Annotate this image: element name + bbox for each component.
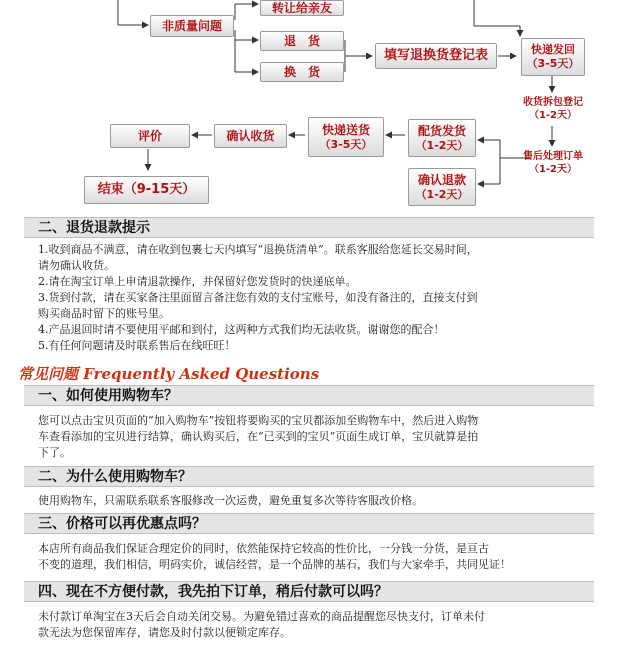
- flow-exchange-goods: 换 货: [260, 62, 344, 82]
- note-line: 3.货到付款，请在买家备注里面留言备注您有效的支付宝账号，如没有备注的，直接支付到: [38, 291, 478, 304]
- faq-answer-1: 您可以点击宝贝页面的“加入购物车”按钮将要购买的宝贝都添加至购物车中，然后进入购物 车查看添加的宝贝进行结算，确认购买后，在“已买到的宝贝”页面生成订单，宝贝就算是拍 下了。: [38, 414, 479, 459]
- flow-express-send: 快递发回 （3-5天）: [521, 38, 585, 76]
- note-line: 请勿确认收货。: [38, 259, 115, 272]
- faq-answer-3: 本店所有商品我们保证合理定价的同时，依然能保持它较高的性价比，一分钱一分货，是亘古 不变的道理，我们相信，明码实价，诚信经营，是一个品牌的基石，我们与大家牵手，共同见证！: [38, 542, 511, 571]
- section-return-refund-title: 二、退货退款提示: [24, 217, 594, 238]
- note-line: 1.收到商品不满意，请在收到包裹七天内填写“退换货清单”。联系客服给您延长交易时间，: [38, 243, 478, 256]
- flow-receive-register: 收货拆包登记 （1-2天）: [523, 97, 583, 121]
- return-refund-notes: [38, 242, 583, 354]
- flow-express-deliver: 快递送货 （3-5天）: [308, 117, 384, 157]
- flow-confirm-receipt: 确认收货: [214, 124, 287, 148]
- faq-question-4: 四、现在不方便付款，我先拍下订单，稍后付款可以吗？: [24, 581, 594, 602]
- faq-question-3: 三、价格可以再优惠点吗？: [24, 513, 594, 534]
- flow-ship-out: 配货发货 （1-2天）: [408, 119, 476, 157]
- flow-fill-form: 填写退换货登记表: [375, 43, 497, 69]
- note-line: 4.产品退回时请不要使用平邮和到付，这两种方式我们均无法收货。谢谢您的配合！: [38, 323, 445, 336]
- faq-question-2: 二、为什么使用购物车？: [24, 466, 594, 487]
- flow-refund: 确认退款 （1-2天）: [408, 168, 476, 206]
- flow-finish: 结束（9-15天）: [84, 176, 209, 204]
- flow-review: 评价: [110, 124, 190, 148]
- faq-answer-4: 未付款订单淘宝在3天后会自动关闭交易。为避免错过喜欢的商品提醒您尽快支付，订单未付 款无法为您保留库存，请您及时付款以便锁定库存。: [38, 610, 485, 639]
- note-line: 5.有任何问题请及时联系售后在线旺旺！: [38, 339, 236, 352]
- flow-return-goods: 退 货: [260, 31, 344, 51]
- faq-heading: 常见问题 Frequently Asked Questions: [18, 365, 320, 383]
- flow-transfer: 转让给亲友: [260, 0, 344, 16]
- note-line: 购买商品时留下的账号里。: [38, 307, 170, 320]
- flow-after-sale: 售后处理订单 （1-2天）: [523, 151, 583, 175]
- flow-non-quality: 非质量问题: [150, 15, 234, 37]
- faq-answer-2: 使用购物车，只需联系联系客服修改一次运费，避免重复多次等待客服改价格。: [38, 494, 423, 507]
- note-line: 2.请在淘宝订单上申请退款操作，并保留好您发货时的快递底单。: [38, 275, 357, 288]
- faq-question-1: 一、如何使用购物车？: [24, 385, 594, 406]
